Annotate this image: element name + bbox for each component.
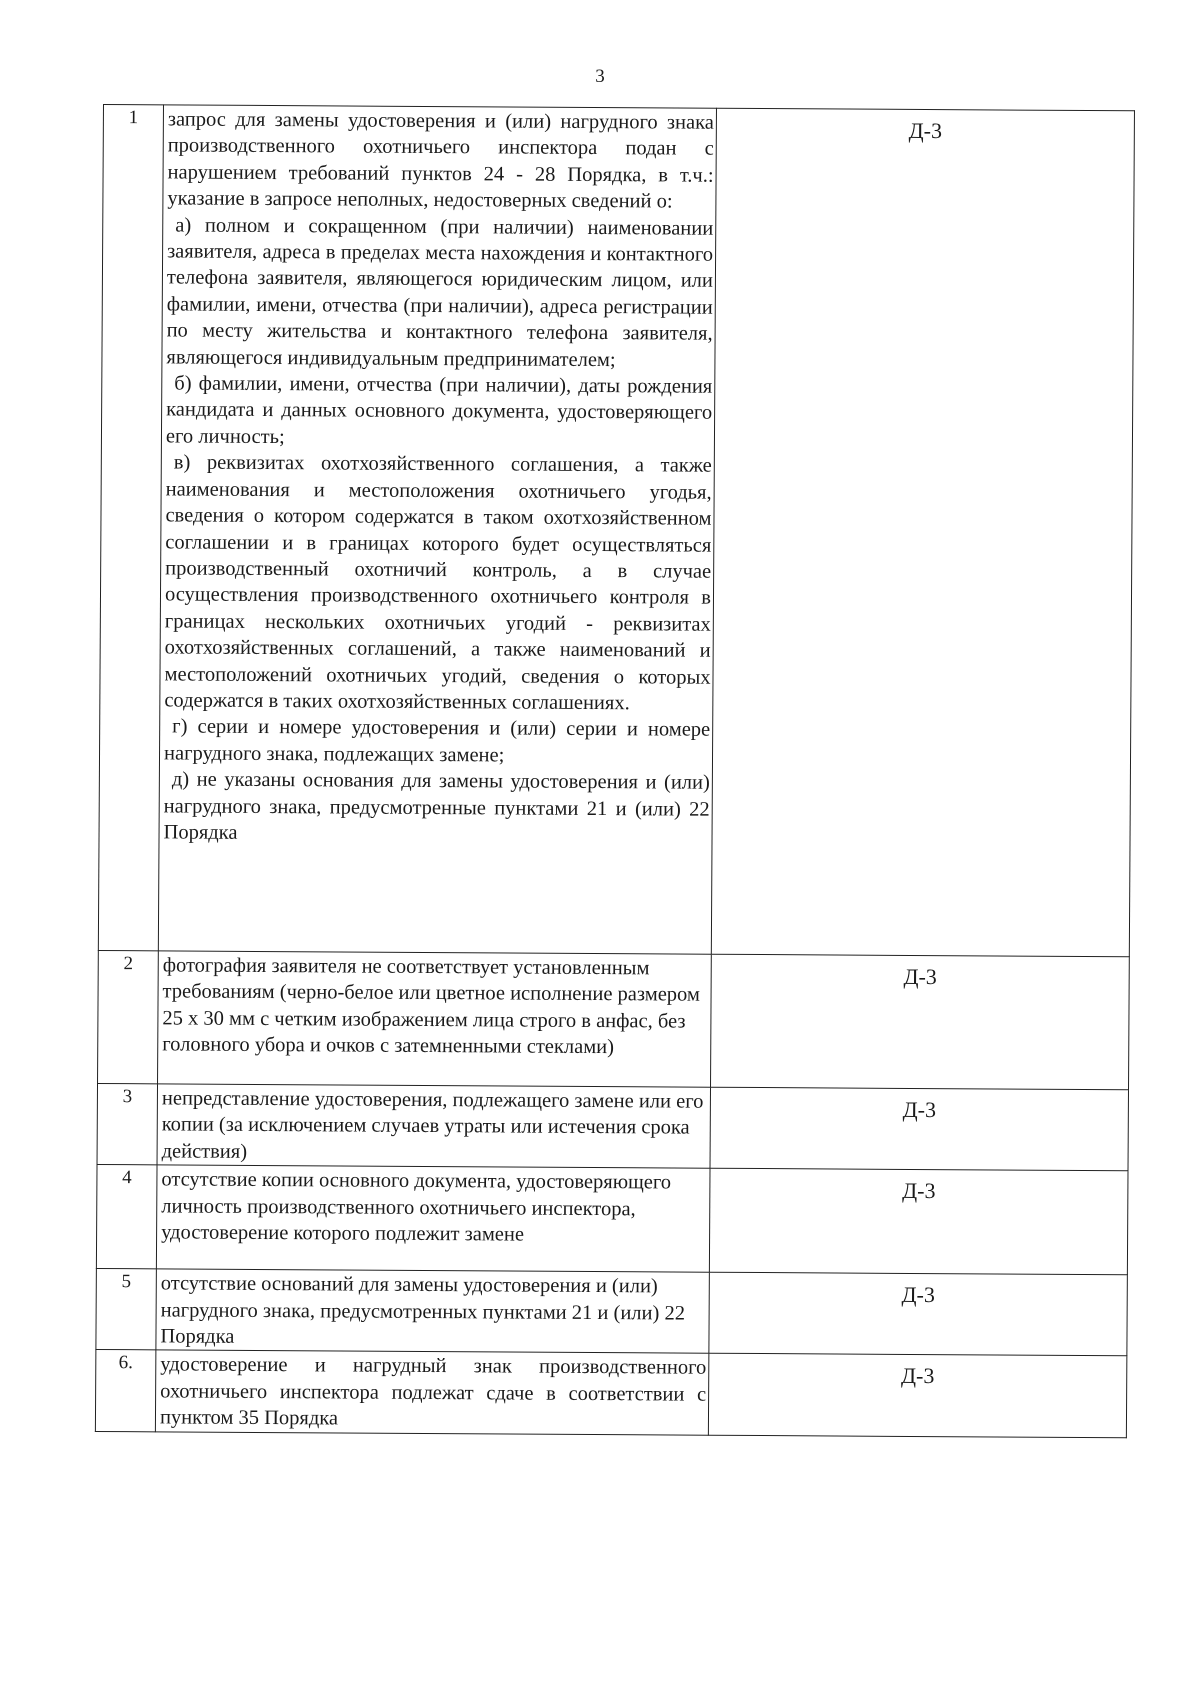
decision-code: Д-3 <box>709 1272 1127 1356</box>
row-number: 4 <box>96 1165 157 1269</box>
description-paragraph: г) серии и номере удостоверения и (или) серии и номере нагрудного знака, подлежащих замене; <box>163 715 711 767</box>
description-paragraph: отсутствие копии основного документа, удостоверяющего личность производственного охотничьего инспектора, удостоверение которого подлежит замене <box>161 1168 672 1246</box>
table-row <box>98 950 1130 1089</box>
description-paragraph: непредставление удостоверения, подлежащего замене или его копии (за исключением случаев утраты или истечения срока действия) <box>161 1087 704 1163</box>
page-number: 3 <box>595 66 605 87</box>
ground-description <box>157 1084 710 1169</box>
description-paragraph: запрос для замены удостоверения и (или) нагрудного знака производственного охотничьего инспектора подан с нарушением требований пунктов 24 - 28 Порядка, в т.ч.: указание в запросе неполных, недостоверных сведений о: <box>167 108 714 213</box>
description-paragraph: в) реквизитах охотхозяйственного соглашения, а также наименования и местоположения охотничьего угодья, сведения о котором содержатся в таком охотхозяйственном соглашении и в границах которого будет осуществляться производственный охотничий контроль, а в случае осуществления производственного охотничьего контроля в границах нескольких охотничьих угодий - реквизитах охотхозяйственных соглашений, а также наименований и местоположений охотничьих угодий, сведения о которых содержатся в таких охотхозяйственных соглашениях. <box>164 451 712 715</box>
description-paragraph: фотография заявителя не соответствует установленным требованиям (черно-белое или цветное исполнение размером 25 х 30 мм с четким изображением лица строго в анфас, без головного убора и очков с затемненными стеклами) <box>162 954 700 1059</box>
ground-description <box>156 1269 709 1354</box>
description-paragraph: б) фамилии, имени, отчества (при наличии), даты рождения кандидата и данных основного документа, удостоверяющего его личность; <box>165 372 713 448</box>
row-number: 5 <box>96 1269 156 1351</box>
decision-code: Д-3 <box>710 1087 1128 1171</box>
description-paragraph: а) полном и сокращенном (при наличии) наименовании заявителя, адреса в пределах места нахождения и контактного телефона заявителя, являющегося юридическим лицом, или фамилии, имени, отчества (при наличии), адреса регистрации по месту жительства и контактного телефона заявителя, являющегося индивидуальным предпринимателем; <box>166 214 714 371</box>
decision-code: Д-3 <box>711 954 1130 1090</box>
decision-code: Д-3 <box>709 1168 1128 1275</box>
table-row <box>95 1350 1126 1438</box>
decision-code: Д-3 <box>711 108 1134 957</box>
row-number: 6. <box>95 1350 155 1432</box>
description-paragraph: отсутствие оснований для замены удостоверения и (или) нагрудного знака, предусмотренных пунктами 21 и (или) 22 Порядка <box>160 1272 686 1348</box>
table-row <box>97 1083 1128 1171</box>
grounds-table <box>95 104 1135 1439</box>
description-paragraph: удостоверение и нагрудный знак производственного охотничьего инспектора подлежат сдаче в соответствии с пунктом 35 Порядка <box>159 1353 707 1430</box>
table-row <box>96 1165 1128 1275</box>
ground-description <box>158 951 712 1087</box>
ground-description <box>155 1350 708 1435</box>
row-number: 3 <box>97 1083 157 1165</box>
ground-description <box>156 1165 710 1272</box>
decision-code: Д-3 <box>708 1354 1126 1439</box>
row-number: 2 <box>98 950 159 1083</box>
table-row <box>98 105 1134 957</box>
table-row <box>96 1269 1127 1357</box>
row-number: 1 <box>98 105 163 951</box>
description-paragraph: д) не указаны основания для замены удостоверения и (или) нагрудного знака, предусмотренные пунктами 21 и (или) 22 Порядка <box>163 768 710 844</box>
ground-description <box>158 105 716 954</box>
